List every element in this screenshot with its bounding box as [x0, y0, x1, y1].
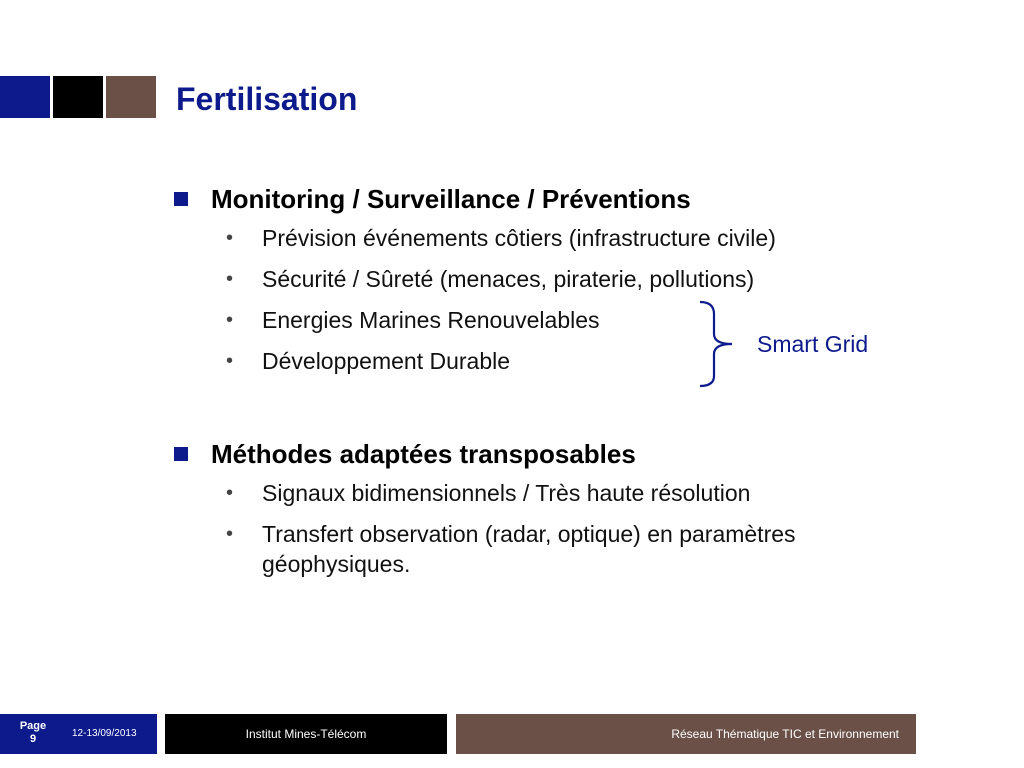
list-item [174, 264, 776, 294]
list-item [174, 478, 942, 508]
bullet-dot-icon: • [226, 227, 234, 249]
list-item [174, 519, 942, 579]
page-indicator [18, 720, 48, 746]
curly-brace-icon [698, 300, 738, 390]
list-item-text: Energies Marines Renouvelables [262, 307, 600, 333]
smart-grid-label: Smart Grid [757, 331, 869, 357]
list-item-text: Transfert observation (radar, optique) en paramètres géophysiques. [262, 521, 796, 577]
slide-title: Fertilisation [176, 81, 358, 117]
section-heading-text: Monitoring / Surveillance / Préventions [211, 183, 691, 214]
section-heading [174, 181, 776, 217]
footer-date: 12-13/09/2013 [72, 728, 137, 739]
bullet-dot-icon: • [226, 482, 234, 504]
section-heading-text: Méthodes adaptées transposables [211, 438, 636, 469]
bullet-dot-icon: • [226, 523, 234, 545]
bullet-dot-icon: • [226, 309, 234, 331]
list-item-text: Sécurité / Sûreté (menaces, piraterie, pollutions) [262, 266, 755, 292]
section-heading [174, 436, 942, 472]
footer-network: Réseau Thématique TIC et Environnement [456, 714, 916, 754]
blue-block [0, 76, 50, 118]
bullet-dot-icon: • [226, 350, 234, 372]
footer-institute: Institut Mines-Télécom [165, 714, 447, 754]
section-methods [174, 436, 942, 579]
list-item [174, 346, 776, 376]
page-number: 9 [29, 733, 37, 745]
title-color-bar [0, 76, 160, 118]
square-bullet-icon [174, 447, 188, 461]
brown-block [106, 76, 156, 118]
section-monitoring [174, 181, 776, 376]
square-bullet-icon [174, 192, 188, 206]
page-label: Page [19, 720, 47, 732]
list-item-text: Prévision événements côtiers (infrastructure civile) [262, 225, 776, 251]
list-item [174, 305, 776, 335]
list-item-text: Signaux bidimensionnels / Très haute résolution [262, 480, 751, 506]
black-block [53, 76, 103, 118]
list-item-text: Développement Durable [262, 348, 511, 374]
footer-page-block [0, 714, 157, 754]
bullet-dot-icon: • [226, 268, 234, 290]
list-item [174, 223, 776, 253]
